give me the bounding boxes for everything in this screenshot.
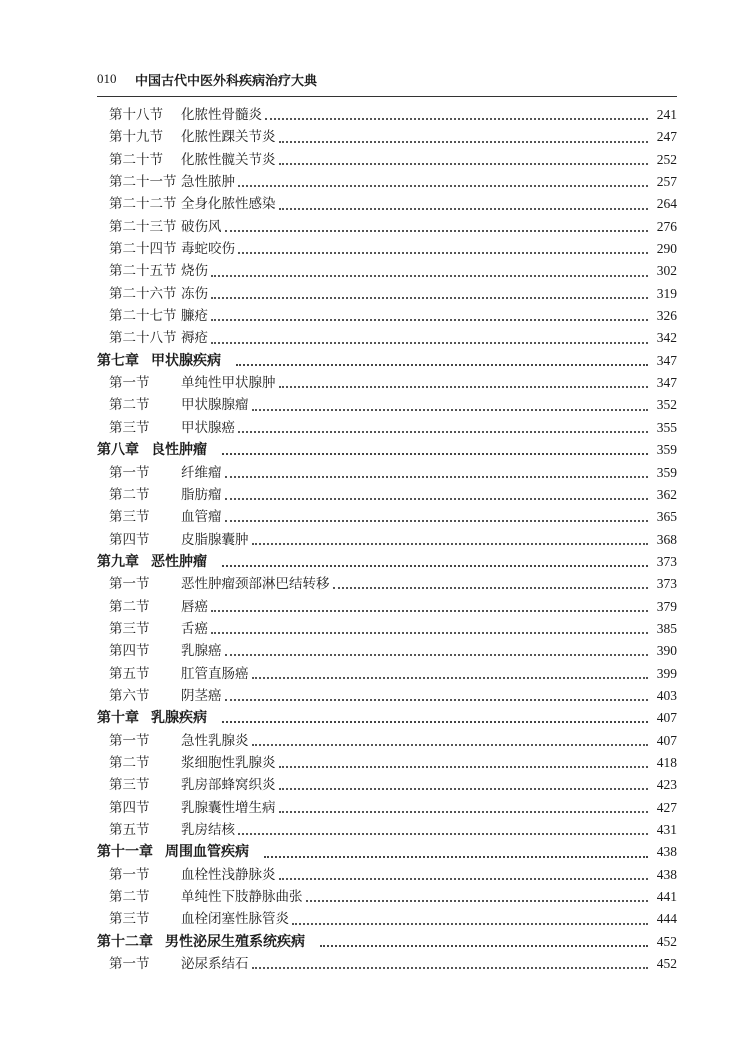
toc-section-entry[interactable] <box>97 104 677 126</box>
entry-page-number: 362 <box>656 486 677 502</box>
toc-section-entry[interactable] <box>97 596 677 618</box>
toc-section-entry[interactable] <box>97 394 677 416</box>
entry-label: 第三节 <box>109 777 150 794</box>
entry-title: 乳腺疾病 <box>151 710 207 727</box>
dot-leader <box>279 206 649 210</box>
toc-chapter-entry[interactable] <box>97 931 677 953</box>
toc-section-entry[interactable] <box>97 953 677 975</box>
toc-section-entry[interactable] <box>97 417 677 439</box>
toc-section-entry[interactable] <box>97 819 677 841</box>
entry-label: 第九章 <box>97 553 139 570</box>
entry-page-number: 342 <box>656 330 677 346</box>
toc-section-entry[interactable] <box>97 797 677 819</box>
toc-chapter-entry[interactable] <box>97 707 677 729</box>
entry-label: 第十二章 <box>97 933 153 950</box>
dot-leader <box>306 898 649 902</box>
dot-leader <box>238 429 648 433</box>
entry-label: 第一节 <box>109 956 150 973</box>
dot-leader <box>252 407 649 411</box>
entry-page-number: 441 <box>656 889 677 905</box>
entry-label: 第三节 <box>109 509 150 526</box>
entry-page-number: 427 <box>656 799 677 815</box>
dot-leader <box>225 474 649 478</box>
entry-title: 纤维瘤 <box>181 464 222 481</box>
entry-page-number: 365 <box>656 509 677 525</box>
entry-label: 第二十三节 <box>109 218 177 235</box>
entry-label: 第二十八节 <box>109 330 177 347</box>
entry-title: 浆细胞性乳腺炎 <box>181 754 276 771</box>
toc-section-entry[interactable] <box>97 529 677 551</box>
dot-leader <box>320 943 648 947</box>
entry-title: 急性乳腺炎 <box>181 732 249 749</box>
entry-label: 第一节 <box>109 866 150 883</box>
entry-title: 周围血管疾病 <box>165 844 249 861</box>
entry-title: 甲状腺腺瘤 <box>181 397 249 414</box>
entry-label: 第二十五节 <box>109 263 177 280</box>
dot-leader <box>265 116 648 120</box>
entry-label: 第二节 <box>109 397 150 414</box>
entry-page-number: 252 <box>656 151 677 167</box>
entry-title: 化脓性踝关节炎 <box>181 129 276 146</box>
dot-leader <box>333 585 649 589</box>
entry-label: 第二节 <box>109 486 150 503</box>
dot-leader <box>252 965 649 969</box>
entry-label: 第十一章 <box>97 844 153 861</box>
entry-title: 泌尿系结石 <box>181 956 249 973</box>
entry-page-number: 438 <box>656 844 677 860</box>
toc-chapter-entry[interactable] <box>97 350 677 372</box>
entry-title: 乳腺囊性增生病 <box>181 799 276 816</box>
entry-title: 血管瘤 <box>181 509 222 526</box>
entry-page-number: 247 <box>656 129 677 145</box>
dot-leader <box>279 764 649 768</box>
dot-leader <box>264 854 648 858</box>
entry-page-number: 390 <box>656 643 677 659</box>
dot-leader <box>279 161 649 165</box>
dot-leader <box>222 451 648 455</box>
toc-section-entry[interactable] <box>97 573 677 595</box>
dot-leader <box>211 630 648 634</box>
entry-page-number: 407 <box>656 732 677 748</box>
entry-label: 第一节 <box>109 732 150 749</box>
entry-page-number: 347 <box>656 375 677 391</box>
toc-section-entry[interactable] <box>97 149 677 171</box>
dot-leader <box>225 652 649 656</box>
entry-title: 恶性肿瘤颈部淋巴结转移 <box>181 576 330 593</box>
entry-label: 第二十七节 <box>109 308 177 325</box>
entry-title: 毒蛇咬伤 <box>181 241 235 258</box>
entry-page-number: 452 <box>656 933 677 949</box>
dot-leader <box>279 139 649 143</box>
entry-page-number: 431 <box>656 822 677 837</box>
entry-page-number: 257 <box>656 174 677 190</box>
toc-chapter-entry[interactable] <box>97 841 677 863</box>
dot-leader <box>211 295 648 299</box>
entry-title: 褥疮 <box>181 330 208 347</box>
toc-section-entry[interactable] <box>97 193 677 215</box>
entry-title: 唇癌 <box>181 598 208 615</box>
toc-section-entry[interactable] <box>97 126 677 148</box>
entry-page-number: 452 <box>656 956 677 972</box>
entry-label: 第一节 <box>109 375 150 392</box>
dot-leader <box>238 250 648 254</box>
entry-label: 第二节 <box>109 598 150 615</box>
toc-section-entry[interactable] <box>97 864 677 886</box>
toc-section-entry[interactable] <box>97 618 677 640</box>
toc-section-entry[interactable] <box>97 774 677 796</box>
entry-page-number: 373 <box>656 553 677 569</box>
toc-section-entry[interactable] <box>97 283 677 305</box>
entry-label: 第十八节 <box>109 107 163 123</box>
toc-section-entry[interactable] <box>97 640 677 662</box>
entry-page-number: 352 <box>656 397 677 413</box>
dot-leader <box>252 675 649 679</box>
toc-section-entry[interactable] <box>97 171 677 193</box>
entry-label: 第二节 <box>109 754 150 771</box>
entry-title: 烧伤 <box>181 263 208 280</box>
dot-leader <box>211 608 648 612</box>
entry-label: 第一节 <box>109 464 150 481</box>
dot-leader <box>222 563 648 567</box>
dot-leader <box>279 809 649 813</box>
entry-title: 破伤风 <box>181 218 222 235</box>
entry-title: 良性肿瘤 <box>151 442 207 459</box>
book-title: 中国古代中医外科疾病治疗大典 <box>135 74 318 89</box>
dot-leader <box>236 362 648 366</box>
dot-leader <box>292 921 648 925</box>
page-number: 010 <box>97 71 117 86</box>
dot-leader <box>279 384 649 388</box>
entry-title: 单纯性甲状腺肿 <box>181 375 276 392</box>
entry-label: 第二节 <box>109 889 150 906</box>
entry-label: 第十章 <box>97 710 139 727</box>
toc-section-entry[interactable] <box>97 484 677 506</box>
entry-page-number: 355 <box>656 419 677 435</box>
entry-page-number: 302 <box>656 263 677 279</box>
dot-leader <box>222 719 648 723</box>
entry-title: 男性泌尿生殖系统疾病 <box>165 933 305 950</box>
page-header <box>97 68 677 97</box>
entry-label: 第六节 <box>109 687 150 704</box>
dot-leader <box>279 786 649 790</box>
entry-title: 全身化脓性感染 <box>181 196 276 213</box>
dot-leader <box>225 697 649 701</box>
entry-title: 恶性肿瘤 <box>151 553 207 570</box>
entry-label: 第十九节 <box>109 129 163 146</box>
dot-leader <box>238 831 648 835</box>
entry-page-number: 241 <box>656 107 677 122</box>
toc-section-entry[interactable] <box>97 260 677 282</box>
dot-leader <box>225 518 649 522</box>
toc-section-entry[interactable] <box>97 238 677 260</box>
entry-title: 皮脂腺囊肿 <box>181 531 249 548</box>
entry-title: 单纯性下肢静脉曲张 <box>181 889 303 906</box>
dot-leader <box>225 228 649 232</box>
entry-page-number: 407 <box>656 710 677 726</box>
entry-title: 阴茎癌 <box>181 687 222 704</box>
toc-chapter-entry[interactable] <box>97 439 677 461</box>
entry-page-number: 379 <box>656 598 677 614</box>
entry-label: 第二十六节 <box>109 285 177 302</box>
entry-title: 乳房部蜂窝织炎 <box>181 777 276 794</box>
entry-label: 第四节 <box>109 643 150 660</box>
toc-section-entry[interactable] <box>97 216 677 238</box>
entry-label: 第五节 <box>109 822 150 838</box>
entry-title: 血栓闭塞性脉管炎 <box>181 911 289 928</box>
entry-label: 第三节 <box>109 620 150 637</box>
toc-section-entry[interactable] <box>97 305 677 327</box>
toc-section-entry[interactable] <box>97 908 677 930</box>
entry-page-number: 403 <box>656 687 677 703</box>
entry-title: 臁疮 <box>181 308 208 325</box>
entry-page-number: 264 <box>656 196 677 212</box>
entry-label: 第三节 <box>109 911 150 928</box>
toc-section-entry[interactable] <box>97 327 677 349</box>
entry-label: 第二十一节 <box>109 174 177 191</box>
toc-section-entry[interactable] <box>97 506 677 528</box>
entry-title: 急性脓肿 <box>181 174 235 191</box>
entry-title: 舌癌 <box>181 620 208 637</box>
entry-title: 化脓性骨髓炎 <box>181 107 262 123</box>
dot-leader <box>252 742 649 746</box>
entry-page-number: 290 <box>656 241 677 257</box>
dot-leader <box>279 876 649 880</box>
entry-label: 第二十节 <box>109 151 163 168</box>
entry-page-number: 373 <box>656 576 677 592</box>
entry-page-number: 438 <box>656 866 677 882</box>
entry-page-number: 444 <box>656 911 677 927</box>
table-of-contents <box>97 104 677 975</box>
entry-title: 乳腺癌 <box>181 643 222 660</box>
entry-label: 第四节 <box>109 531 150 548</box>
dot-leader <box>211 340 648 344</box>
entry-page-number: 359 <box>656 464 677 480</box>
toc-section-entry[interactable] <box>97 730 677 752</box>
entry-label: 第四节 <box>109 799 150 816</box>
entry-page-number: 423 <box>656 777 677 793</box>
entry-title: 脂肪瘤 <box>181 486 222 503</box>
dot-leader <box>238 183 648 187</box>
dot-leader <box>252 541 649 545</box>
entry-page-number: 319 <box>656 285 677 301</box>
entry-title: 乳房结核 <box>181 822 235 838</box>
entry-page-number: 359 <box>656 442 677 458</box>
entry-page-number: 399 <box>656 665 677 681</box>
toc-section-entry[interactable] <box>97 663 677 685</box>
dot-leader <box>225 496 649 500</box>
entry-page-number: 418 <box>656 754 677 770</box>
entry-title: 化脓性髋关节炎 <box>181 151 276 168</box>
entry-title: 甲状腺癌 <box>181 419 235 436</box>
toc-section-entry[interactable] <box>97 462 677 484</box>
entry-page-number: 347 <box>656 352 677 368</box>
entry-page-number: 276 <box>656 218 677 234</box>
toc-section-entry[interactable] <box>97 752 677 774</box>
entry-label: 第二十四节 <box>109 241 177 258</box>
entry-label: 第八章 <box>97 442 139 459</box>
entry-title: 血栓性浅静脉炎 <box>181 866 276 883</box>
toc-section-entry[interactable] <box>97 685 677 707</box>
entry-label: 第七章 <box>97 352 139 369</box>
dot-leader <box>211 273 648 277</box>
toc-section-entry[interactable] <box>97 886 677 908</box>
entry-label: 第二十二节 <box>109 196 177 213</box>
entry-page-number: 385 <box>656 620 677 636</box>
entry-title: 肛管直肠癌 <box>181 665 249 682</box>
entry-title: 甲状腺疾病 <box>151 352 221 369</box>
entry-label: 第一节 <box>109 576 150 593</box>
toc-chapter-entry[interactable] <box>97 551 677 573</box>
entry-page-number: 368 <box>656 531 677 547</box>
entry-label: 第三节 <box>109 419 150 436</box>
entry-page-number: 326 <box>656 308 677 324</box>
entry-title: 冻伤 <box>181 285 208 302</box>
entry-label: 第五节 <box>109 665 150 682</box>
toc-section-entry[interactable] <box>97 372 677 394</box>
dot-leader <box>211 317 648 321</box>
